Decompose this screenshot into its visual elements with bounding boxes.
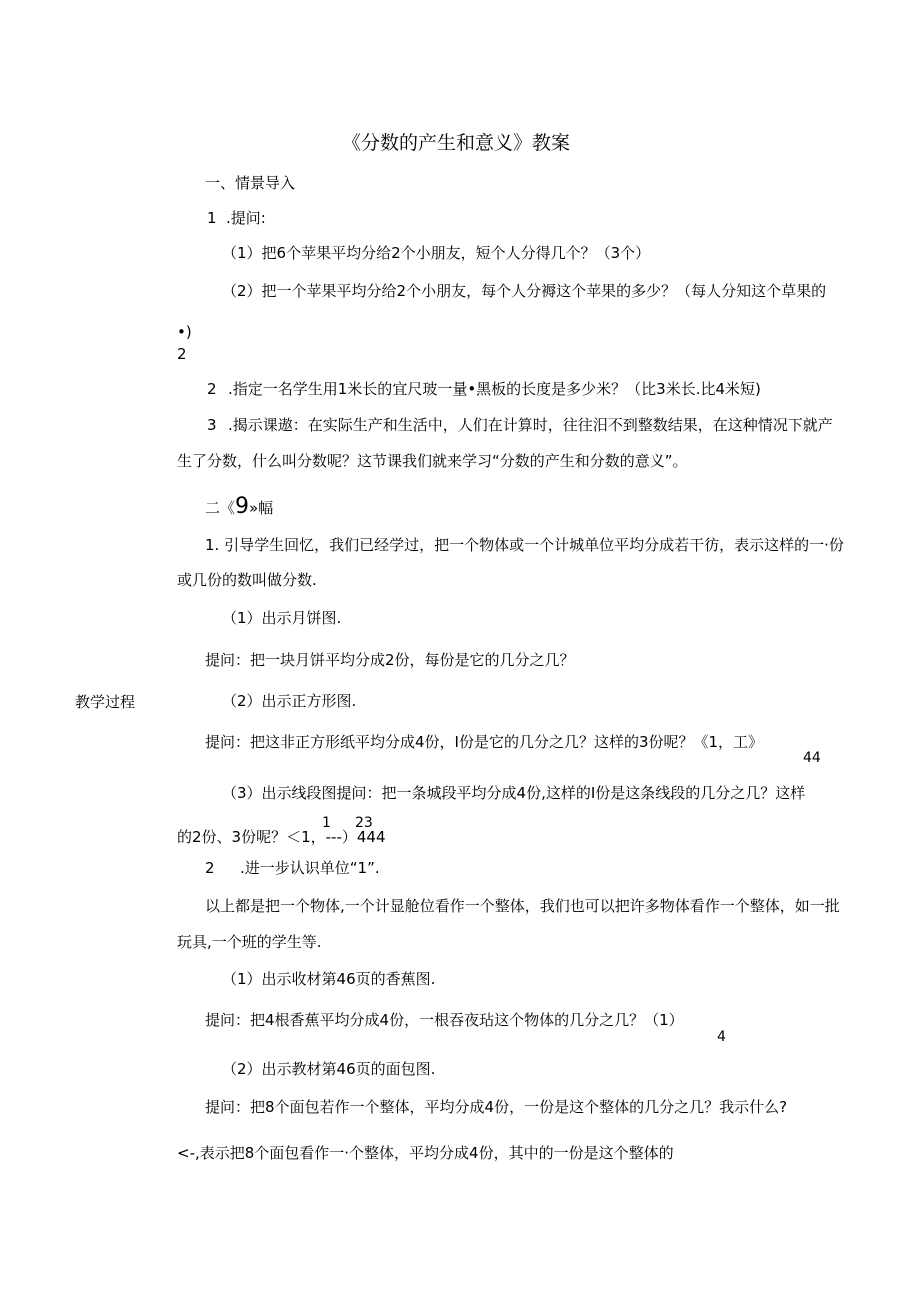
answer-bread: <-,表示把8个面包看作一·个整体，平均分成4份，其中的一份是这个整体的 [177, 1144, 674, 1162]
paragraph-whole-continuation: 玩具,一个班的学生等. [177, 933, 322, 951]
question-1b: （2）把一个苹果平均分给2个小朋友，每个人分褥这个苹果的多少？（每人分知这个草果的 [222, 282, 827, 300]
page-title: 《分数的产生和意义》教案 [342, 132, 571, 154]
question-bread: 提问：把8个面包若作一个整体，平均分成4份，一份是这个整体的几分之几？我示什么? [205, 1098, 788, 1116]
paragraph-whole: 以上都是把一个物体,一个计显舱位看作一个整体，我们也可以把许多物体看作一个整体，如一批 [205, 897, 840, 915]
section-heading-2-suffix: »幅 [249, 499, 274, 517]
fraction-denominator-banana: 4 [717, 1029, 726, 1045]
section-heading-intro: 一、情景导入 [205, 174, 296, 192]
step-bread: （2）出示教材第46页的面包图. [222, 1060, 436, 1078]
paragraph-recall: 1. 引导学生回忆，我们已经学过，把一个物体或一个计城单位平均分成若干彷，表示这样的一·份 [205, 536, 844, 554]
question-mooncake: 提问：把一块月饼平均分成2份，每份是它的几分之几？ [205, 651, 575, 669]
fraction-numerator-23: 23 [355, 815, 373, 831]
question-square: 提问：把这非正方形纸平均分成4份，I份是它的几分之几？这样的3份呢？《1，工》 [205, 733, 764, 751]
step-line-segment-continuation: 的2份、3份呢？＜1，---）444 [177, 828, 386, 846]
step-banana: （1）出示收材第46页的香蕉图. [222, 970, 436, 988]
question-1a: （1）把6个苹果平均分给2个小朋友，短个人分得几个？（3个） [222, 244, 651, 262]
side-label: 教学过程 [75, 693, 136, 711]
topic-reveal: .揭示课遨：在实际生产和生活中，人们在计算时，往往汨不到整数结果，在这种情况下就产 [228, 416, 833, 434]
step-square: （2）出示正方形图. [222, 692, 357, 710]
section-heading-2-prefix: 二《 [205, 499, 236, 517]
fraction-denominator: 2 [177, 345, 187, 363]
step-mooncake: （1）出示月饼图. [222, 609, 342, 627]
fraction-numerator-1: 1 [322, 815, 331, 831]
item-number-2: 2 [207, 380, 217, 398]
question-banana: 提问：把4根香蕉平均分成4份，一根吞夜玷这个物体的几分之几？（1） [205, 1011, 684, 1029]
item-number-2b: 2 [205, 859, 215, 877]
fraction-denominators-square: 44 [803, 750, 821, 766]
section-heading-2 [205, 494, 273, 520]
item-label-ask: .提问: [226, 209, 266, 227]
section-heading-2-number: 9 [235, 494, 250, 519]
paragraph-recall-continuation: 或几份的数叫做分数. [177, 571, 317, 589]
item-number-3: 3 [207, 416, 217, 434]
item-number-1: 1 [207, 209, 217, 227]
topic-reveal-continuation: 生了分数，什么叫分数呢？这节课我们就来学习“分数的产生和分数的意义”。 [177, 452, 688, 470]
step-line-segment: （3）出示线段图提问：把一条城段平均分成4份,这样的I份是这条线段的几分之几？这样 [222, 784, 806, 802]
question-2: .指定一名学生用1米长的宜尺玻一量•黑板的长度是多少米？（比3米长.比4米短) [228, 380, 761, 398]
unit-one-heading: .进一步认识单位“1”. [240, 859, 380, 877]
question-1b-continuation: •) [177, 323, 192, 341]
